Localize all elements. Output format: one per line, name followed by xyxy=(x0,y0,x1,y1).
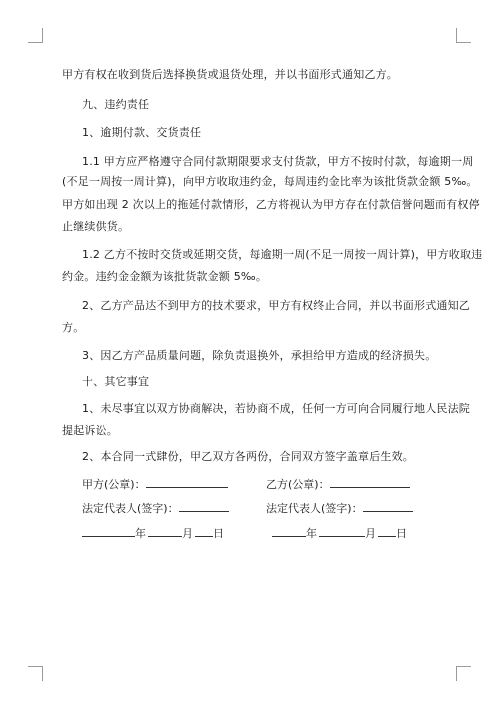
section-heading: 十、其它事宜 xyxy=(82,375,150,388)
month-blank xyxy=(319,525,365,537)
paragraph-line: 提起诉讼。 xyxy=(62,424,118,437)
party-b-seal-blank xyxy=(330,476,410,488)
month-label: 月 xyxy=(365,527,376,540)
day-blank xyxy=(195,525,213,537)
paragraph-line: 2、本合同一式肆份，甲乙双方各两份，合同双方签字盖章后生效。 xyxy=(82,450,414,463)
year-blank xyxy=(272,525,306,537)
party-b-rep-blank xyxy=(363,500,413,512)
crop-mark-top-left xyxy=(28,28,43,43)
paragraph-line: (不足一周按一周计算)，向甲方收取违约金，每周违约金比率为该批货款金额 5‰。 xyxy=(62,175,478,188)
party-b-rep-label: 法定代表人(签字)： xyxy=(266,502,363,515)
party-b-seal-field xyxy=(266,476,410,492)
party-b-seal-label: 乙方(公章)： xyxy=(266,478,330,491)
party-b-date-field xyxy=(272,525,407,541)
paragraph-line: 约金。违约金金额为该批货款金额 5‰。 xyxy=(62,270,268,283)
party-a-seal-blank xyxy=(146,476,228,488)
party-a-rep-label: 法定代表人(签字)： xyxy=(82,502,179,515)
paragraph-line: 2、乙方产品达不到甲方的技术要求，甲方有权终止合同，并以书面形式通知乙 xyxy=(82,299,470,312)
paragraph-line: 止继续供货。 xyxy=(62,220,130,233)
party-a-rep-blank xyxy=(179,500,229,512)
crop-mark-bottom-right xyxy=(456,666,471,681)
crop-mark-top-right xyxy=(456,28,471,43)
year-label: 年 xyxy=(135,527,146,540)
month-blank xyxy=(148,525,182,537)
paragraph-line: 方。 xyxy=(62,321,85,334)
party-a-seal-field xyxy=(82,476,228,492)
paragraph-line: 3、因乙方产品质量问题，除负责退换外，承担给甲方造成的经济损失。 xyxy=(82,349,437,362)
year-label: 年 xyxy=(306,527,317,540)
party-b-rep-field xyxy=(266,500,413,516)
day-blank xyxy=(378,525,396,537)
crop-mark-bottom-left xyxy=(28,666,43,681)
day-label: 日 xyxy=(396,527,407,540)
paragraph-line: 1、未尽事宜以双方协商解决，若协商不成，任何一方可向合同履行地人民法院 xyxy=(82,402,470,415)
month-label: 月 xyxy=(182,527,193,540)
paragraph-line: 甲方有权在收到货后选择换货或退货处理，并以书面形式通知乙方。 xyxy=(62,68,398,81)
party-a-rep-field xyxy=(82,500,229,516)
party-a-date-field xyxy=(82,525,224,541)
subsection-heading: 1、逾期付款、交货责任 xyxy=(82,126,202,139)
day-label: 日 xyxy=(213,527,224,540)
section-heading: 九、违约责任 xyxy=(82,98,150,111)
year-blank xyxy=(82,525,135,537)
paragraph-line: 甲方如出现 2 次以上的拖延付款情形，乙方将视认为甲方存在付款信誉问题而有权停 xyxy=(62,198,480,211)
paragraph-line: 1.1 甲方应严格遵守合同付款期限要求支付货款，甲方不按时付款，每逾期一周 xyxy=(82,155,474,168)
paragraph-line: 1.2 乙方不按时交货或延期交货，每逾期一周(不足一周按一周计算)，甲方收取违 xyxy=(82,248,483,261)
party-a-seal-label: 甲方(公章)： xyxy=(82,478,146,491)
